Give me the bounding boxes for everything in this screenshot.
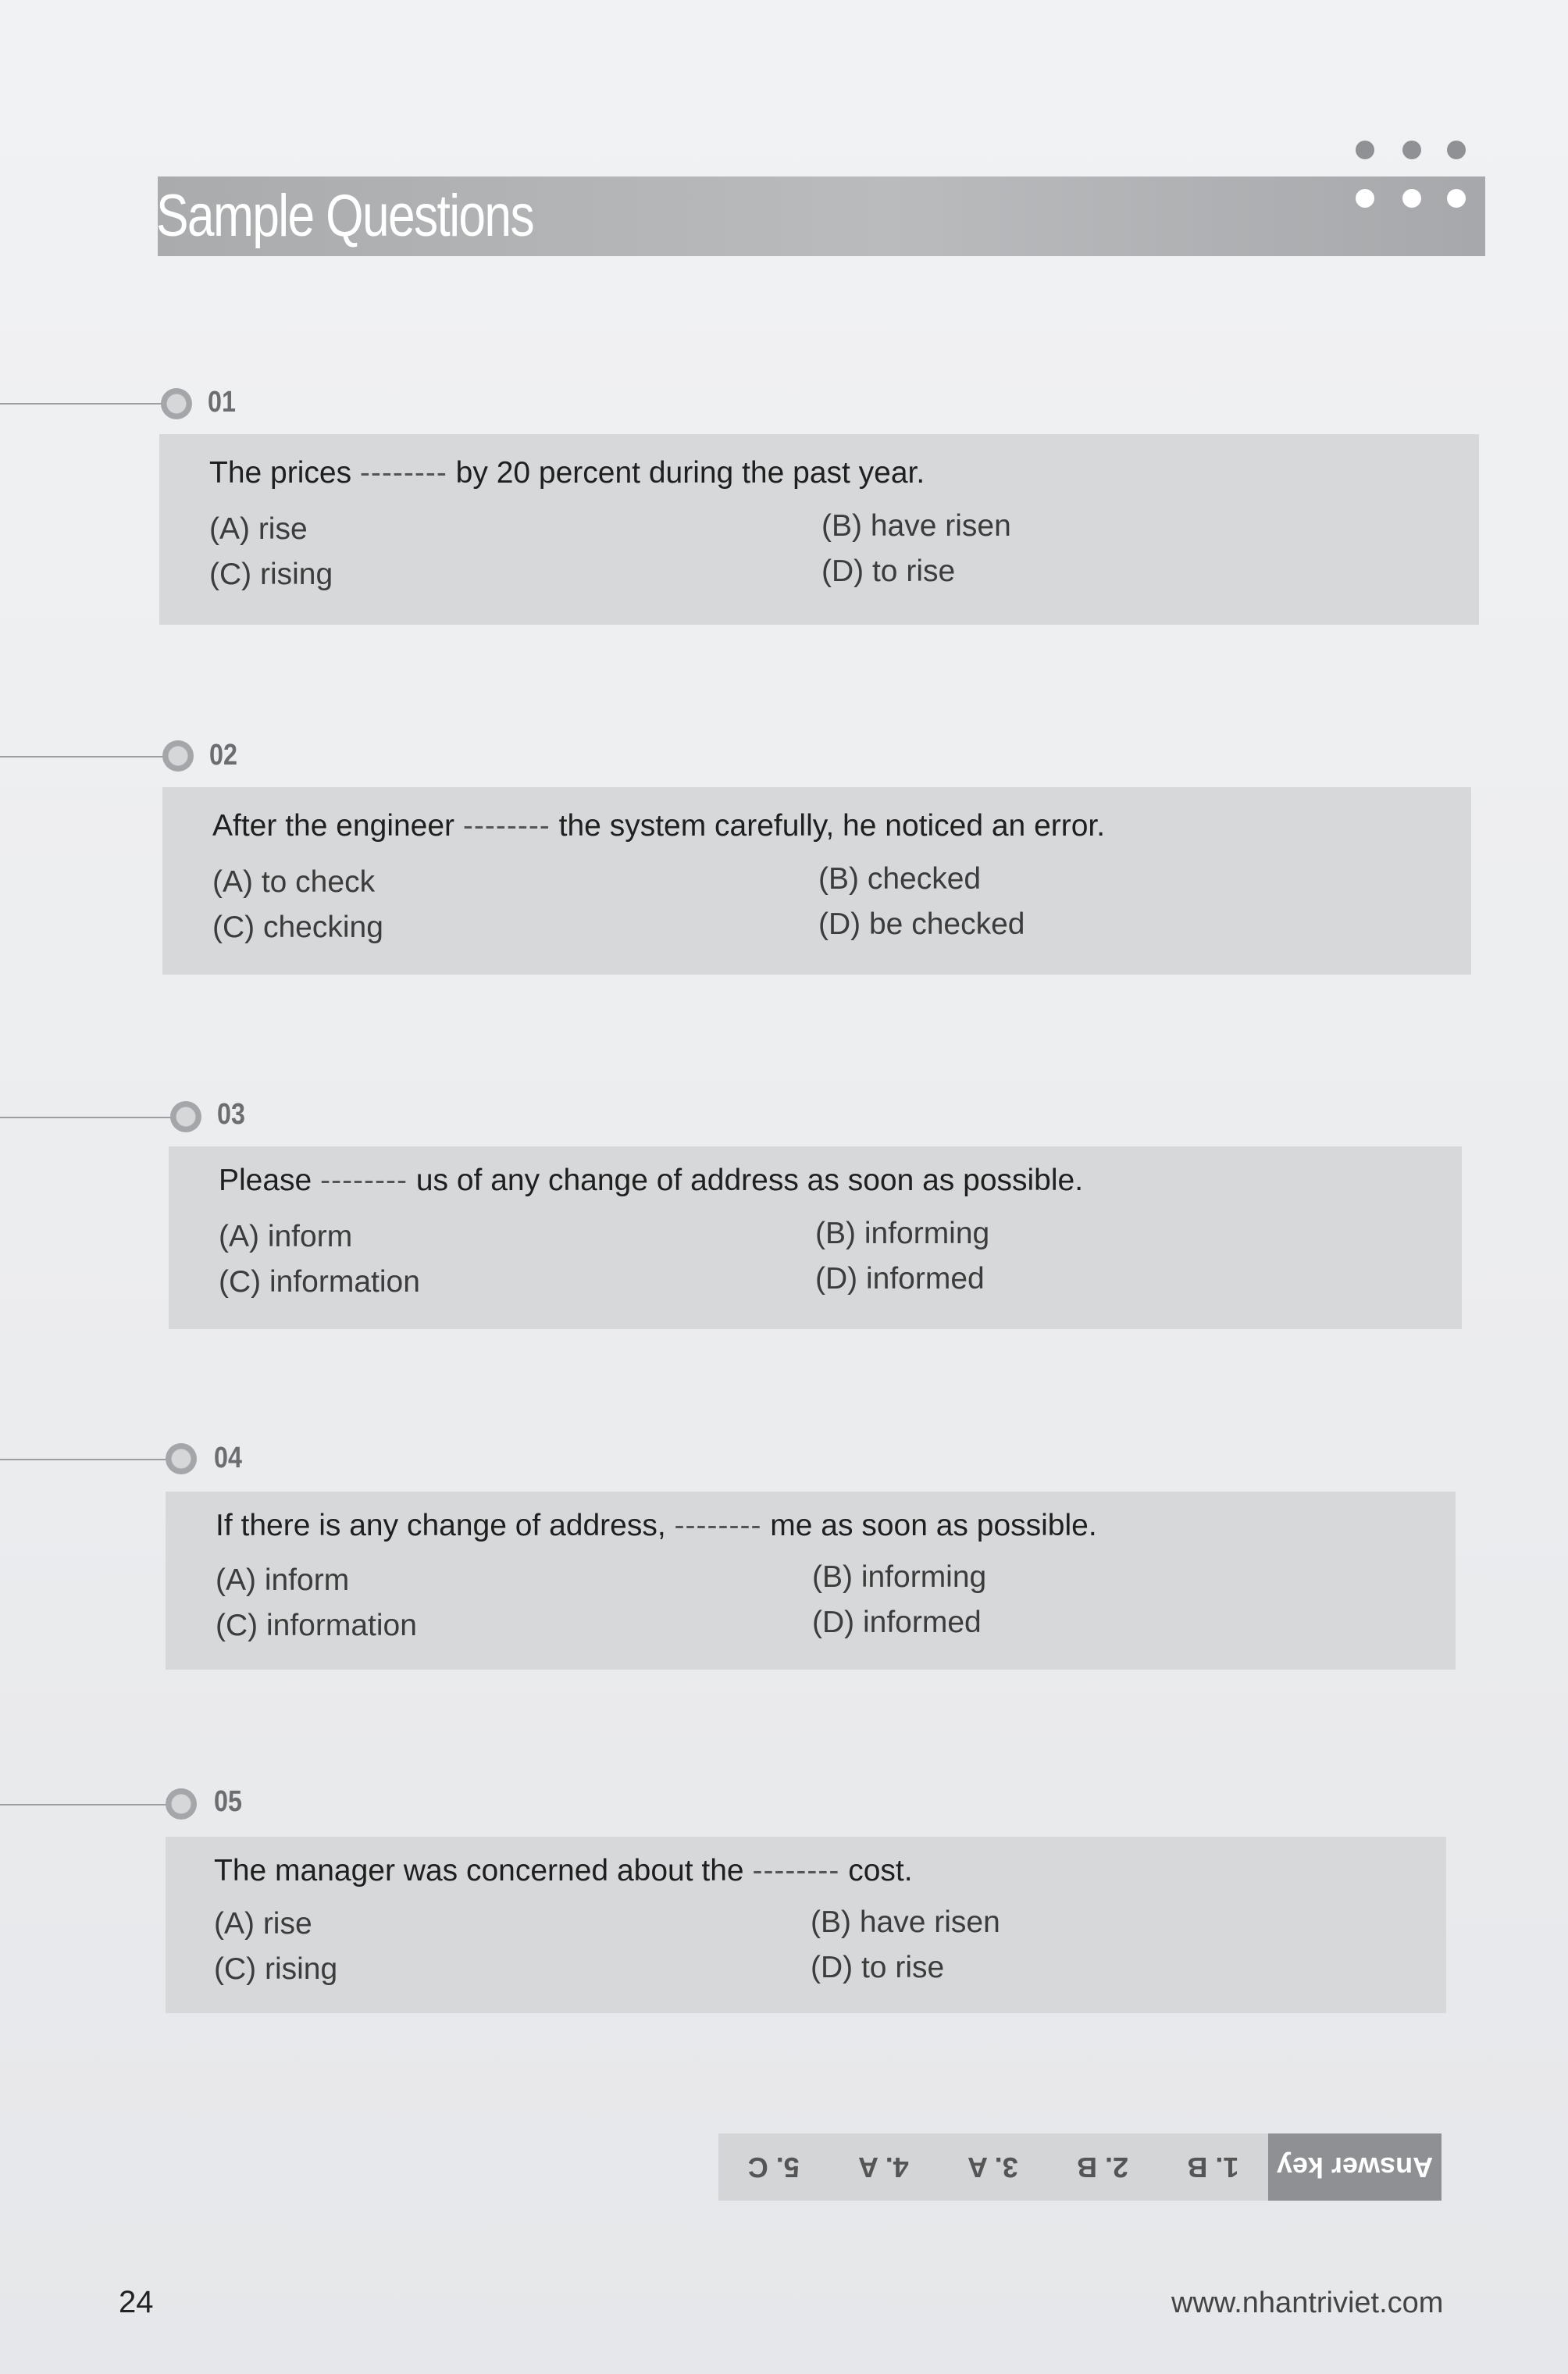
answer-key-item: 2. B bbox=[1077, 2151, 1129, 2183]
question-number: 03 bbox=[217, 1098, 245, 1131]
option-c: (C) rising bbox=[214, 1952, 338, 1986]
option-a: (A) rise bbox=[209, 512, 308, 546]
option-b: (B) have risen bbox=[811, 1905, 1000, 1939]
question-number: 02 bbox=[209, 739, 237, 772]
answer-key-label: Answer key bbox=[1268, 2133, 1441, 2201]
question-leader-line bbox=[0, 756, 164, 757]
question-marker-icon bbox=[170, 1101, 201, 1132]
question-text-before: After the engineer bbox=[212, 809, 455, 843]
decor-dot-icon bbox=[1356, 189, 1374, 208]
question-number: 04 bbox=[214, 1442, 242, 1474]
question-leader-line bbox=[0, 1804, 167, 1805]
question-text-after: by 20 percent during the past year. bbox=[455, 456, 925, 490]
option-d: (D) to rise bbox=[821, 554, 956, 588]
question-leader-line bbox=[0, 1117, 172, 1118]
question-marker-icon bbox=[166, 1788, 197, 1820]
option-a: (A) to check bbox=[212, 865, 376, 899]
question-text-after: cost. bbox=[848, 1854, 913, 1887]
question-text-before: The prices bbox=[209, 456, 352, 490]
answer-key-item: 3. A bbox=[968, 2151, 1018, 2183]
option-b: (B) informing bbox=[812, 1560, 987, 1594]
option-c: (C) information bbox=[216, 1609, 417, 1642]
question-box bbox=[166, 1492, 1456, 1670]
option-a: (A) inform bbox=[219, 1220, 353, 1253]
question-text bbox=[214, 1854, 913, 1888]
option-b: (B) checked bbox=[818, 862, 982, 896]
option-b: (B) have risen bbox=[821, 509, 1011, 543]
question-box bbox=[169, 1146, 1462, 1329]
section-title: Sample Questions bbox=[156, 183, 533, 249]
answer-blank: -------- bbox=[320, 1164, 408, 1197]
publisher-url: www.nhantriviet.com bbox=[1171, 2287, 1444, 2319]
question-number: 01 bbox=[208, 386, 236, 419]
option-a: (A) inform bbox=[216, 1563, 350, 1597]
option-c: (C) checking bbox=[212, 911, 383, 944]
answer-key-item: 5. C bbox=[747, 2151, 800, 2183]
answer-key-items bbox=[718, 2133, 1268, 2201]
question-text bbox=[219, 1164, 1083, 1198]
option-b: (B) informing bbox=[815, 1217, 990, 1250]
decor-dot-icon bbox=[1356, 141, 1374, 159]
question-marker-icon bbox=[161, 388, 192, 419]
question-leader-line bbox=[0, 403, 162, 405]
decor-dot-icon bbox=[1402, 189, 1421, 208]
option-d: (D) be checked bbox=[818, 907, 1025, 941]
question-number: 05 bbox=[214, 1785, 242, 1818]
question-text bbox=[209, 456, 925, 490]
decor-dot-icon bbox=[1447, 189, 1466, 208]
decor-dot-icon bbox=[1447, 141, 1466, 159]
question-text-after: the system carefully, he noticed an error. bbox=[558, 809, 1106, 843]
option-c: (C) rising bbox=[209, 558, 333, 591]
decor-dot-icon bbox=[1402, 141, 1421, 159]
option-d: (D) informed bbox=[815, 1262, 985, 1296]
question-box bbox=[162, 787, 1471, 975]
answer-key-bar bbox=[718, 2133, 1441, 2201]
question-text-before: If there is any change of address, bbox=[216, 1509, 666, 1542]
answer-key-item: 1. B bbox=[1187, 2151, 1239, 2183]
answer-blank: -------- bbox=[359, 456, 447, 490]
answer-blank: -------- bbox=[462, 809, 551, 843]
question-text bbox=[212, 809, 1105, 843]
option-d: (D) informed bbox=[812, 1606, 982, 1639]
question-box bbox=[159, 434, 1479, 625]
question-text bbox=[216, 1509, 1097, 1543]
question-leader-line bbox=[0, 1459, 167, 1460]
answer-blank: -------- bbox=[674, 1509, 762, 1542]
question-text-after: us of any change of address as soon as possible. bbox=[415, 1164, 1084, 1197]
answer-blank: -------- bbox=[752, 1854, 840, 1887]
page-number: 24 bbox=[119, 2285, 154, 2319]
option-d: (D) to rise bbox=[811, 1951, 945, 1984]
question-text-after: me as soon as possible. bbox=[770, 1509, 1097, 1542]
question-marker-icon bbox=[162, 740, 194, 772]
question-text-before: Please bbox=[219, 1164, 312, 1197]
option-a: (A) rise bbox=[214, 1907, 312, 1941]
question-text-before: The manager was concerned about the bbox=[214, 1854, 744, 1887]
question-box bbox=[166, 1837, 1446, 2013]
answer-key-item: 4. A bbox=[858, 2151, 909, 2183]
option-c: (C) information bbox=[219, 1265, 420, 1299]
question-marker-icon bbox=[166, 1443, 197, 1474]
